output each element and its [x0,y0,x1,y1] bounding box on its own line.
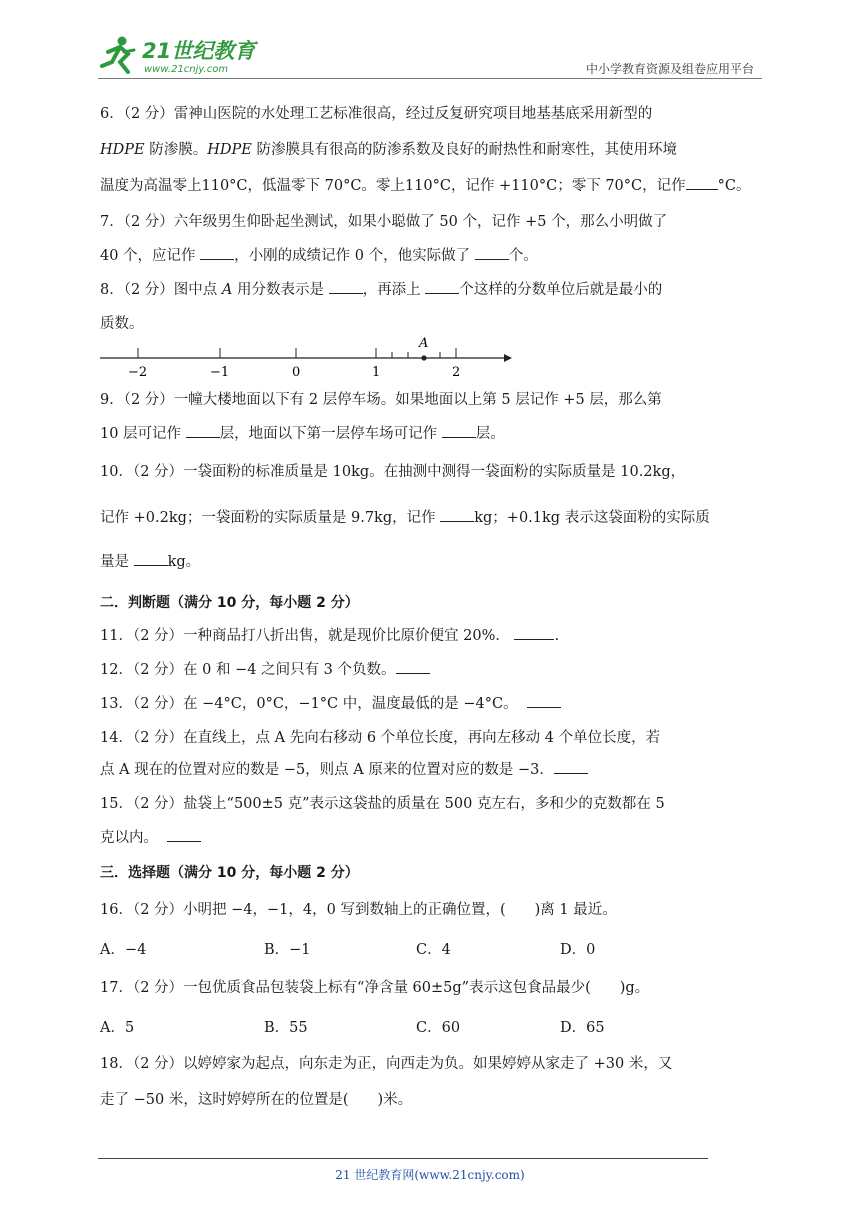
answer-blank[interactable] [686,177,718,190]
q7-line1: 7．（2 分）六年级男生仰卧起坐测试，如果小聪做了 50 个，记作 +5 个，那么小明做了 [100,214,668,230]
q6-line3: 温度为高温零上110°C，低温零下 70°C。零上110°C，记作 +110°C；零下 70°C，记作 °C。 [100,178,751,194]
answer-blank[interactable] [514,627,554,640]
section-title-judgement: 二．判断题（满分 10 分，每小题 2 分） [100,595,359,611]
q8-line1: 8．（2 分）图中点 A 用分数表示是 ，再添上 个这样的分数单位后就是最小的 [100,282,663,298]
q17-option-b[interactable]: B．55 [264,1020,308,1036]
point-a [421,355,426,360]
tick-label: 1 [372,365,381,380]
q6-line1: 6．（2 分）雷神山医院的水处理工艺标准很高，经过反复研究项目地基基底采用新型的 [100,106,653,122]
runner-icon [102,37,134,73]
q10-line2: 记作 +0.2kg；一袋面粉的实际质量是 9.7kg，记作 kg；+0.1kg 表示这袋面粉的实际质 [100,510,710,526]
q14-line1: 14．（2 分）在直线上，点 A 先向右移动 6 个单位长度，再向左移动 4 个单位长度，若 [100,730,661,746]
q12: 12．（2 分）在 0 和 −4 之间只有 3 个负数。 [100,658,430,679]
tick-label: 2 [452,365,461,380]
answer-blank[interactable] [186,425,220,438]
q17-option-c[interactable]: C．60 [416,1020,461,1036]
arrow-right-icon [504,354,512,362]
q8-line2: 质数。 [100,316,144,332]
q16-option-d[interactable]: D．0 [560,942,596,958]
q16: 16．（2 分）小明把 −4，−1，4，0 写到数轴上的正确位置，( )离 1 最近。 [100,902,617,918]
q17-option-d[interactable]: D．65 [560,1020,605,1036]
answer-blank[interactable] [442,425,476,438]
answer-blank[interactable] [200,247,234,260]
q13: 13．（2 分）在 −4°C，0°C，−1°C 中，温度最低的是 −4°C。 [100,692,561,713]
point-a-label: A [419,336,429,351]
q10-line3: 量是 kg。 [100,554,201,570]
q6-line2: HDPE 防渗膜。HDPE 防渗膜具有很高的防渗系数及良好的耐热性和耐寒性，其使用环境 [100,142,677,158]
footer-divider [98,1158,708,1159]
answer-blank[interactable] [527,695,561,708]
tick-label: −1 [210,365,230,380]
footer-text[interactable]: 21 世纪教育网(www.21cnjy.com) [335,1168,525,1182]
logo-url: www.21cnjy.com [144,64,229,75]
section-title-choice: 三．选择题（满分 10 分，每小题 2 分） [100,865,359,881]
q9-line1: 9．（2 分）一幢大楼地面以下有 2 层停车场。如果地面以上第 5 层记作 +5 层，那么第 [100,392,662,408]
q16-option-c[interactable]: C．4 [416,942,451,958]
answer-blank[interactable] [167,829,201,842]
page-header [98,30,762,78]
tick-label: −2 [128,365,148,380]
q14-line2: 点 A 现在的位置对应的数是 −5，则点 A 原来的位置对应的数是 −3． [100,758,588,779]
q16-option-a[interactable]: A．−4 [100,942,147,958]
answer-blank[interactable] [396,661,430,674]
answer-blank[interactable] [134,553,168,566]
q16-option-b[interactable]: B．−1 [264,942,311,958]
site-logo [98,32,268,76]
logo-text: 21世纪教育 [142,39,256,63]
q15-line2: 克以内。 [100,826,201,847]
answer-blank[interactable] [425,281,459,294]
q17: 17．（2 分）一包优质食品包装袋上标有“净含量 60±5g”表示这包食品最少( )g。 [100,980,650,996]
q18-line1: 18．（2 分）以婷婷家为起点，向东走为正，向西走为负。如果婷婷从家走了 +30 米，又 [100,1056,673,1072]
q15-line1: 15．（2 分）盐袋上“500±5 克”表示这袋盐的质量在 500 克左右，多和少的克数都在 5 [100,796,665,812]
number-line-figure [100,336,520,382]
answer-blank[interactable] [329,281,363,294]
tick-label: 0 [292,365,301,380]
q17-option-a[interactable]: A．5 [100,1020,135,1036]
q18-line2: 走了 −50 米，这时婷婷所在的位置是( )米。 [100,1092,413,1108]
q9-line2: 10 层可记作 层，地面以下第一层停车场可记作 层。 [100,426,505,442]
q7-line2: 40 个，应记作 ，小刚的成绩记作 0 个，他实际做了 个。 [100,248,538,264]
answer-blank[interactable] [440,509,474,522]
q10-line1: 10．（2 分）一袋面粉的标准质量是 10kg。在抽测中测得一袋面粉的实际质量是 10.2kg， [100,464,686,480]
platform-name: 中小学教育资源及组卷应用平台 [585,62,754,76]
q11: 11．（2 分）一种商品打八折出售，就是现价比原价便宜 20%． . [100,628,560,644]
answer-blank[interactable] [554,761,588,774]
header-divider [98,78,762,79]
answer-blank[interactable] [475,247,509,260]
